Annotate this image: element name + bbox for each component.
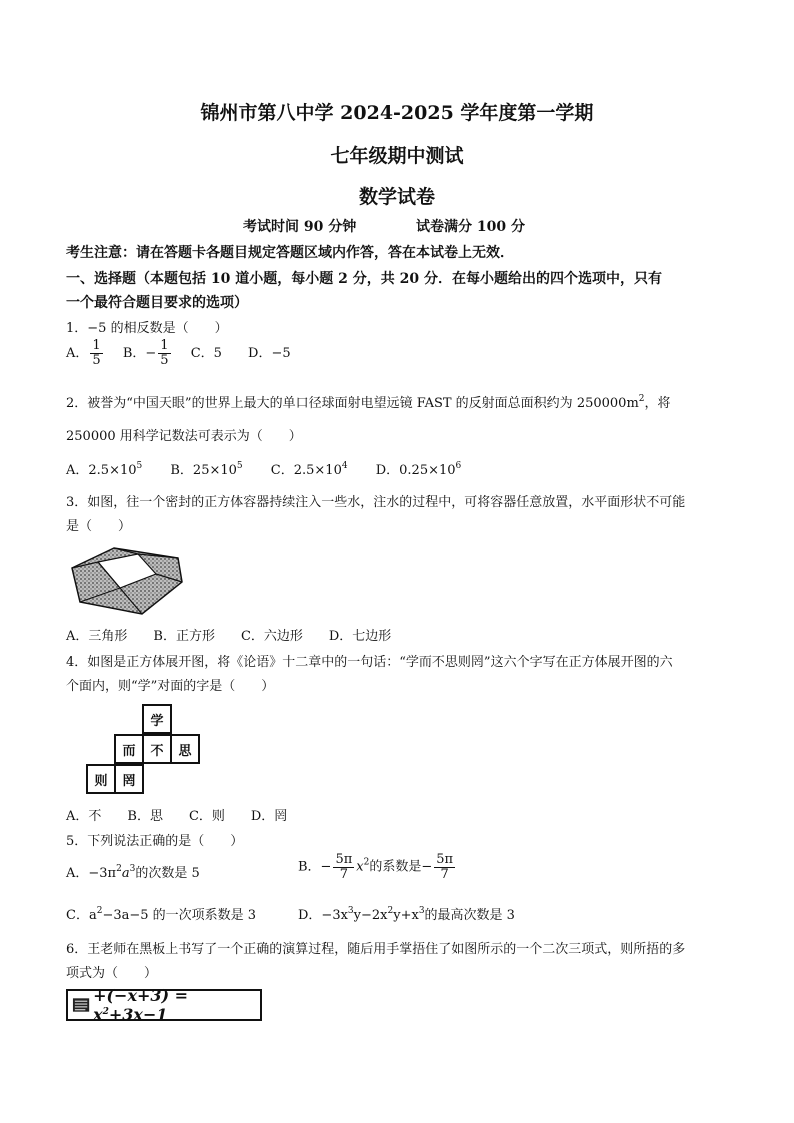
cube-container-figure (68, 542, 186, 620)
q4-line1: 4．如图是正方体展开图，将《论语》十二章中的一句话：“学而不思则罔”这六个字写在正方体展开图的六 (66, 655, 673, 670)
net-cell-xue: 学 (142, 704, 172, 734)
q3-line1: 3．如图，往一个密封的正方体容器持续注入一些水，注水的过程中，可将容器任意放置，水平面形状不可能 (66, 495, 686, 510)
net-cell-si: 思 (170, 734, 200, 764)
net-cell-ze: 则 (86, 764, 116, 794)
section1-heading-line2: 一个最符合题目要求的选项） (66, 295, 248, 311)
q5-option-c: C．$a^2-3a-5$ 的一次项系数是 3 (66, 906, 257, 923)
net-cell-er: 而 (114, 734, 144, 764)
q4-options: A．不 B．思 C．则 D．罔 (66, 809, 288, 824)
section1-heading-line1: 一、选择题（本题包括 10 道小题，每小题 2 分，共 20 分．在每小题给出的四个选项中，只有 (66, 271, 662, 287)
q3-options: A．三角形 B．正方形 C．六边形 D．七边形 (66, 629, 392, 644)
q2-option-a: A．$2.5\times 10^5$ (66, 461, 143, 478)
board-expression: $+(-x+3) = x^2+3x-1$ (93, 986, 189, 1024)
q5-stem: 5．下列说法正确的是（ ） (66, 834, 244, 849)
hand-cover-icon (72, 996, 91, 1014)
q1-options (66, 339, 291, 367)
q5-option-d: D．$-3x^3y-2x^2y+x^3$的最高次数是 3 (298, 906, 515, 923)
q6-line2: 项式为（ ） (66, 966, 158, 981)
q2-line2: 250000 用科学记数法可表示为（ ） (66, 429, 302, 444)
q1-option-d: D．−5 (248, 345, 291, 361)
q6-line1: 6．王老师在黑板上书写了一个正确的演算过程，随后用手掌捂住了如图所示的一个二次三项式，则所捂的多 (66, 942, 686, 957)
q1-option-a: A． $\frac{1}{5}$ (66, 338, 101, 368)
blackboard-equation (66, 986, 262, 1024)
q3-line2: 是（ ） (66, 519, 132, 534)
q1-option-b: B．− $\frac{1}{5}$ (122, 338, 169, 368)
q1-stem: 1．−5 的相反数是（ ） (66, 321, 228, 336)
full-score: 试卷满分 100 分 (416, 219, 525, 235)
q2-line1: 2．被誉为“中国天眼”的世界上最大的单口径球面射电望远镜 FAST 的反射面总面积约为 $250000m^2$，将 (66, 394, 671, 411)
net-cell-wang: 罔 (114, 764, 144, 794)
q2-option-b: B．$25\times 10^5$ (170, 461, 243, 478)
q4-line2: 个面内，则“学”对面的字是（ ） (66, 679, 275, 694)
net-cell-bu: 不 (142, 734, 172, 764)
q2-option-c: C．$2.5\times 10^4$ (270, 461, 348, 478)
subject-title: 数学试卷 (358, 186, 435, 208)
q5-option-b: B．− $\frac{5\pi}{7}$ $x^2$的系数是− $\frac{5\pi}{7}$ (298, 852, 454, 882)
q1-option-c: C．5 (190, 345, 222, 361)
q2-option-d: D．$0.25\times 10^6$ (375, 461, 462, 478)
school-title: 锦州市第八中学 2024-2025 学年度第一学期 (200, 102, 594, 124)
notice: 考生注意：请在答题卡各题目规定答题区域内作答，答在本试卷上无效． (66, 245, 514, 261)
q2-options (66, 459, 461, 478)
q5-option-a: A．$-3\pi^2a^3$的次数是 5 (66, 864, 200, 881)
grade-title: 七年级期中测试 (330, 145, 464, 167)
exam-time: 考试时间 90 分钟 (243, 219, 357, 235)
